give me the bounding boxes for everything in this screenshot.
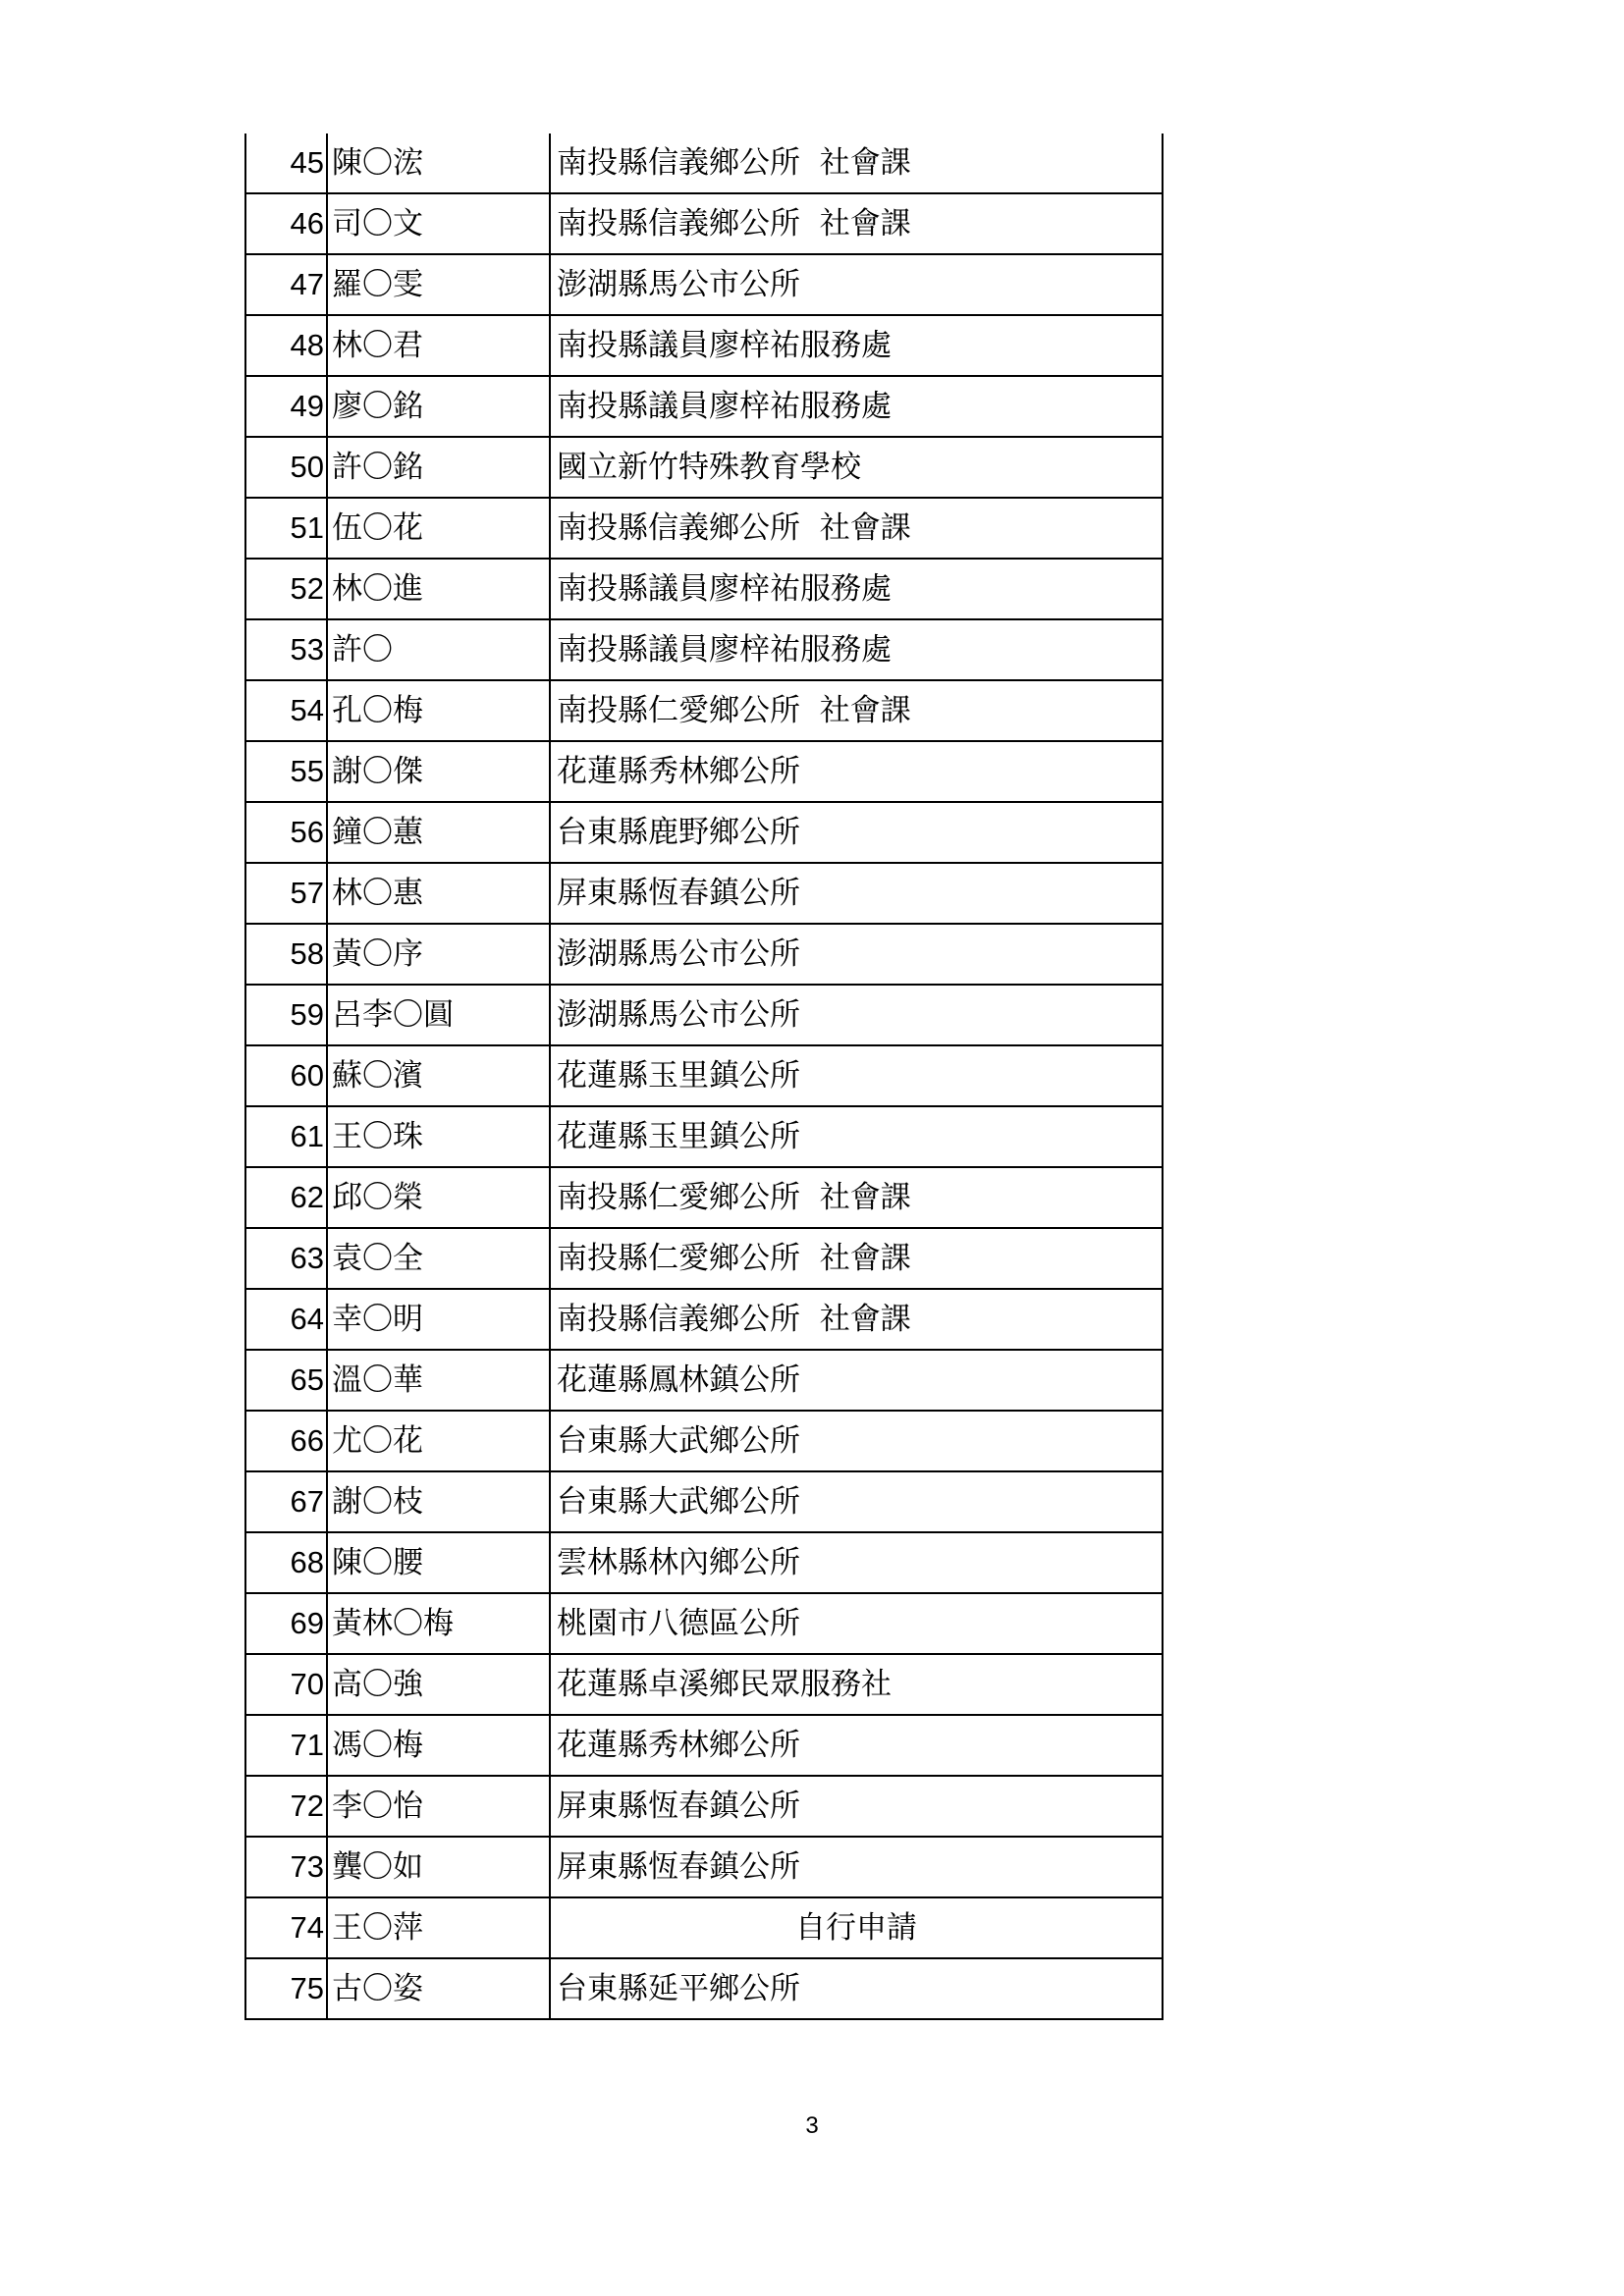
row-number: 72 <box>245 1776 327 1837</box>
table-row <box>245 1897 1163 1958</box>
table-row <box>245 1532 1163 1593</box>
person-name: 謝〇傑 <box>327 741 550 802</box>
table-row <box>245 619 1163 680</box>
table-row <box>245 1593 1163 1654</box>
person-name: 陳〇浤 <box>327 133 550 193</box>
row-number: 67 <box>245 1471 327 1532</box>
person-name: 林〇惠 <box>327 863 550 924</box>
table-row <box>245 1350 1163 1411</box>
row-number: 60 <box>245 1045 327 1106</box>
referring-unit: 南投縣議員廖梓祐服務處 <box>550 559 1163 619</box>
referring-unit: 台東縣大武鄉公所 <box>550 1411 1163 1471</box>
person-name: 幸〇明 <box>327 1289 550 1350</box>
table-row <box>245 741 1163 802</box>
row-number: 64 <box>245 1289 327 1350</box>
person-name: 尤〇花 <box>327 1411 550 1471</box>
referring-unit: 南投縣議員廖梓祐服務處 <box>550 315 1163 376</box>
person-name: 林〇進 <box>327 559 550 619</box>
person-name: 司〇文 <box>327 193 550 254</box>
referring-unit: 台東縣鹿野鄉公所 <box>550 802 1163 863</box>
referring-unit: 南投縣信義鄉公所 社會課 <box>550 193 1163 254</box>
table-row <box>245 1715 1163 1776</box>
person-name: 羅〇雯 <box>327 254 550 315</box>
row-number: 68 <box>245 1532 327 1593</box>
table-row <box>245 1776 1163 1837</box>
person-name: 陳〇腰 <box>327 1532 550 1593</box>
table-row <box>245 1045 1163 1106</box>
person-name: 李〇怡 <box>327 1776 550 1837</box>
table-row <box>245 498 1163 559</box>
referring-unit: 花蓮縣鳳林鎮公所 <box>550 1350 1163 1411</box>
row-number: 71 <box>245 1715 327 1776</box>
person-name: 黃〇序 <box>327 924 550 985</box>
row-number: 45 <box>245 133 327 193</box>
table-row <box>245 1958 1163 2019</box>
row-number: 50 <box>245 437 327 498</box>
referring-unit: 南投縣信義鄉公所 社會課 <box>550 498 1163 559</box>
row-number: 59 <box>245 985 327 1045</box>
referring-unit: 南投縣信義鄉公所 社會課 <box>550 133 1163 193</box>
person-name: 林〇君 <box>327 315 550 376</box>
row-number: 47 <box>245 254 327 315</box>
table-row <box>245 1289 1163 1350</box>
row-number: 55 <box>245 741 327 802</box>
roster-table-body <box>245 133 1163 2019</box>
person-name: 許〇銘 <box>327 437 550 498</box>
referring-unit: 澎湖縣馬公市公所 <box>550 985 1163 1045</box>
person-name: 古〇姿 <box>327 1958 550 2019</box>
table-row <box>245 1228 1163 1289</box>
referring-unit: 自行申請 <box>550 1897 1163 1958</box>
referring-unit: 花蓮縣卓溪鄉民眾服務社 <box>550 1654 1163 1715</box>
table-row <box>245 315 1163 376</box>
table-row <box>245 1167 1163 1228</box>
table-row <box>245 863 1163 924</box>
row-number: 51 <box>245 498 327 559</box>
row-number: 53 <box>245 619 327 680</box>
row-number: 69 <box>245 1593 327 1654</box>
row-number: 46 <box>245 193 327 254</box>
person-name: 馮〇梅 <box>327 1715 550 1776</box>
person-name: 蘇〇濱 <box>327 1045 550 1106</box>
person-name: 袁〇全 <box>327 1228 550 1289</box>
person-name: 黃林〇梅 <box>327 1593 550 1654</box>
table-row <box>245 437 1163 498</box>
referring-unit: 花蓮縣玉里鎮公所 <box>550 1106 1163 1167</box>
row-number: 52 <box>245 559 327 619</box>
person-name: 王〇萍 <box>327 1897 550 1958</box>
referring-unit: 屏東縣恆春鎮公所 <box>550 1837 1163 1897</box>
person-name: 許〇 <box>327 619 550 680</box>
row-number: 74 <box>245 1897 327 1958</box>
referring-unit: 南投縣仁愛鄉公所 社會課 <box>550 1167 1163 1228</box>
table-row <box>245 376 1163 437</box>
table-row <box>245 802 1163 863</box>
referring-unit: 國立新竹特殊教育學校 <box>550 437 1163 498</box>
person-name: 伍〇花 <box>327 498 550 559</box>
referring-unit: 屏東縣恆春鎮公所 <box>550 1776 1163 1837</box>
table-row <box>245 985 1163 1045</box>
person-name: 邱〇榮 <box>327 1167 550 1228</box>
person-name: 高〇強 <box>327 1654 550 1715</box>
person-name: 謝〇枝 <box>327 1471 550 1532</box>
table-row <box>245 193 1163 254</box>
referring-unit: 花蓮縣秀林鄉公所 <box>550 741 1163 802</box>
referring-unit: 花蓮縣玉里鎮公所 <box>550 1045 1163 1106</box>
referring-unit: 澎湖縣馬公市公所 <box>550 254 1163 315</box>
person-name: 廖〇銘 <box>327 376 550 437</box>
referring-unit: 屏東縣恆春鎮公所 <box>550 863 1163 924</box>
row-number: 56 <box>245 802 327 863</box>
row-number: 63 <box>245 1228 327 1289</box>
table-row <box>245 559 1163 619</box>
referring-unit: 南投縣議員廖梓祐服務處 <box>550 376 1163 437</box>
person-name: 呂李〇圓 <box>327 985 550 1045</box>
row-number: 66 <box>245 1411 327 1471</box>
person-name: 王〇珠 <box>327 1106 550 1167</box>
table-row <box>245 680 1163 741</box>
roster-table <box>244 133 1164 2020</box>
referring-unit: 台東縣大武鄉公所 <box>550 1471 1163 1532</box>
person-name: 鐘〇蕙 <box>327 802 550 863</box>
referring-unit: 花蓮縣秀林鄉公所 <box>550 1715 1163 1776</box>
table-row <box>245 1471 1163 1532</box>
referring-unit: 台東縣延平鄉公所 <box>550 1958 1163 2019</box>
page-number: 3 <box>805 2112 819 2139</box>
table-row <box>245 133 1163 193</box>
referring-unit: 澎湖縣馬公市公所 <box>550 924 1163 985</box>
row-number: 57 <box>245 863 327 924</box>
row-number: 62 <box>245 1167 327 1228</box>
row-number: 48 <box>245 315 327 376</box>
referring-unit: 南投縣仁愛鄉公所 社會課 <box>550 680 1163 741</box>
referring-unit: 雲林縣林內鄉公所 <box>550 1532 1163 1593</box>
row-number: 61 <box>245 1106 327 1167</box>
row-number: 54 <box>245 680 327 741</box>
referring-unit: 南投縣仁愛鄉公所 社會課 <box>550 1228 1163 1289</box>
table-row <box>245 1837 1163 1897</box>
table-row <box>245 1654 1163 1715</box>
row-number: 49 <box>245 376 327 437</box>
row-number: 73 <box>245 1837 327 1897</box>
table-row <box>245 254 1163 315</box>
row-number: 58 <box>245 924 327 985</box>
referring-unit: 桃園市八德區公所 <box>550 1593 1163 1654</box>
table-row <box>245 1106 1163 1167</box>
table-row <box>245 1411 1163 1471</box>
referring-unit: 南投縣議員廖梓祐服務處 <box>550 619 1163 680</box>
person-name: 孔〇梅 <box>327 680 550 741</box>
person-name: 溫〇華 <box>327 1350 550 1411</box>
table-row <box>245 924 1163 985</box>
row-number: 65 <box>245 1350 327 1411</box>
referring-unit: 南投縣信義鄉公所 社會課 <box>550 1289 1163 1350</box>
person-name: 龔〇如 <box>327 1837 550 1897</box>
row-number: 75 <box>245 1958 327 2019</box>
row-number: 70 <box>245 1654 327 1715</box>
